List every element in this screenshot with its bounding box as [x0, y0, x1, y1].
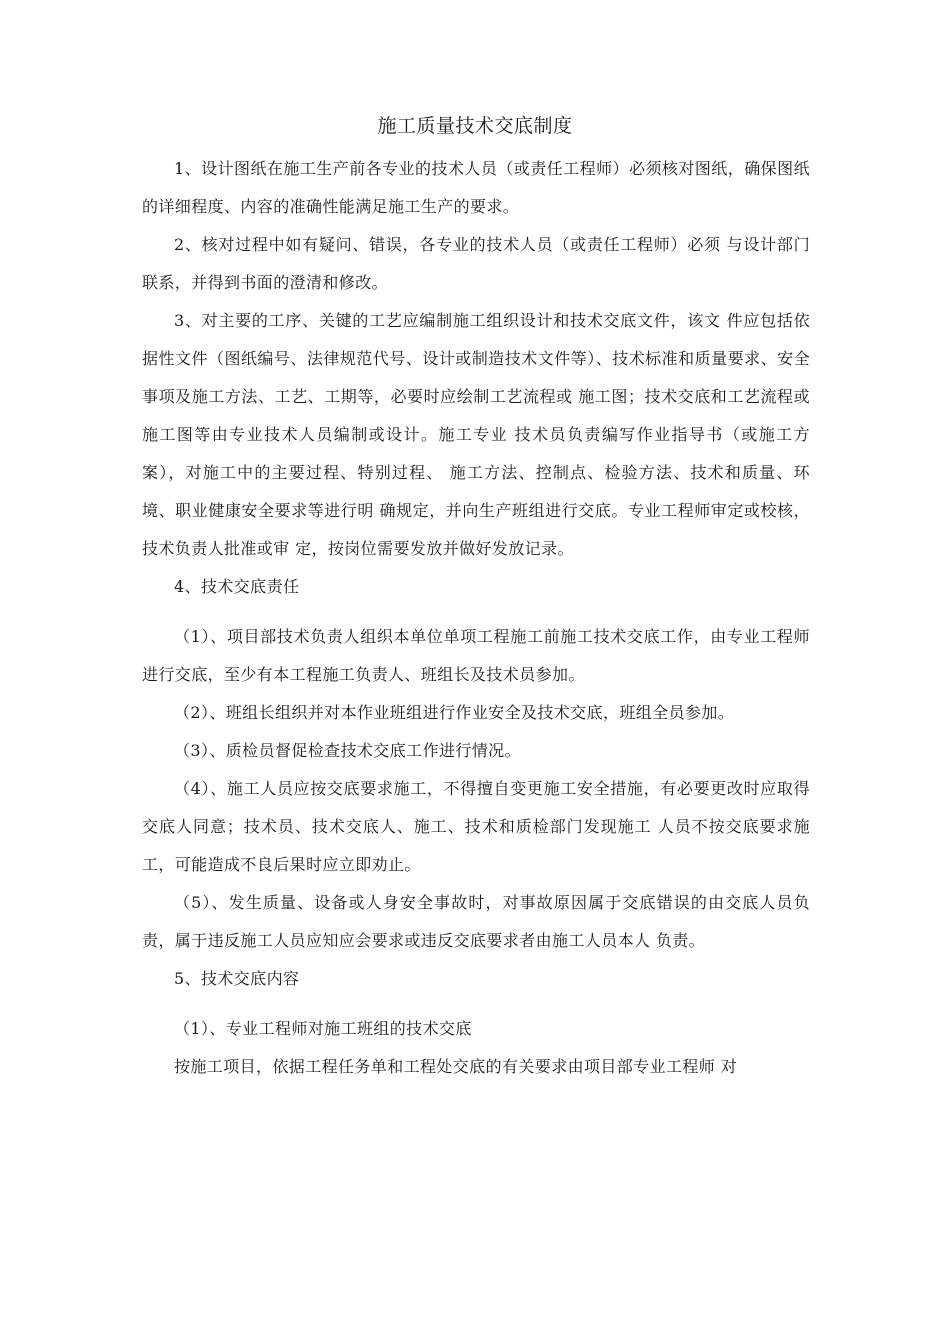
paragraph-4-5: （5）、发生质量、设备或人身安全事故时，对事故原因属于交底错误的由交底人员负责，属于违反施工人员应知应会要求或违反交底要求者由施工人员本人 负责。: [142, 893, 810, 950]
paragraph-5-1-heading: （1）、专业工程师对施工班组的技术交底: [174, 1019, 472, 1038]
paragraph-5-1-body: 按施工项目，依据工程任务单和工程处交底的有关要求由项目部专业工程师 对: [174, 1057, 738, 1076]
document-body: [142, 150, 810, 1086]
paragraph-4-1: （1）、项目部技术负责人组织本单位单项工程施工前施工技术交底工作，由专业工程师进行交底，至少有本工程施工负责人、班组长及技术员参加。: [142, 627, 810, 684]
paragraph-1: 1、设计图纸在施工生产前各专业的技术人员（或责任工程师）必须核对图纸，确保图纸的详细程度、内容的准确性能满足施工生产的要求。: [142, 159, 810, 216]
paragraph-2: 2、核对过程中如有疑问、错误，各专业的技术人员（或责任工程师）必须 与设计部门联系，并得到书面的澄清和修改。: [142, 235, 810, 292]
paragraph-3: 3、对主要的工序、关键的工艺应编制施工组织设计和技术交底文件，该文 件应包括依据性文件（图纸编号、法律规范代号、设计或制造技术文件等）、技术标准和质量要求、安全事项及施工方法、工艺、工期等，必要时应绘制工艺流程或 施工图；技术交底和工艺流程或施工图等由专业技术人员编制或设计。施工专业 技术员负责编写作业指导书（或施工方案），对施工中的主要过程、特别过程、 施工方法、控制点、检验方法、技术和质量、环境、职业健康安全要求等进行明 确规定，并向生产班组进行交底。专业工程师审定或校核，技术负责人批准或审 定，按岗位需要发放并做好发放记录。: [142, 311, 810, 558]
paragraph-4-3: （3）、质检员督促检查技术交底工作进行情况。: [174, 741, 521, 760]
section-heading-4: 4、技术交底责任: [174, 577, 300, 596]
section-heading-5: 5、技术交底内容: [174, 969, 300, 988]
document-title: 施工质量技术交底制度: [377, 115, 573, 137]
paragraph-4-4: （4）、施工人员应按交底要求施工，不得擅自变更施工安全措施，有必要更改时应取得交底人同意；技术员、技术交底人、施工、技术和质检部门发现施工 人员不按交底要求施工，可能造成不良后果时应立即劝止。: [142, 779, 810, 874]
paragraph-4-2: （2）、班组长组织并对本作业班组进行作业安全及技术交底，班组全员参加。: [174, 703, 735, 722]
